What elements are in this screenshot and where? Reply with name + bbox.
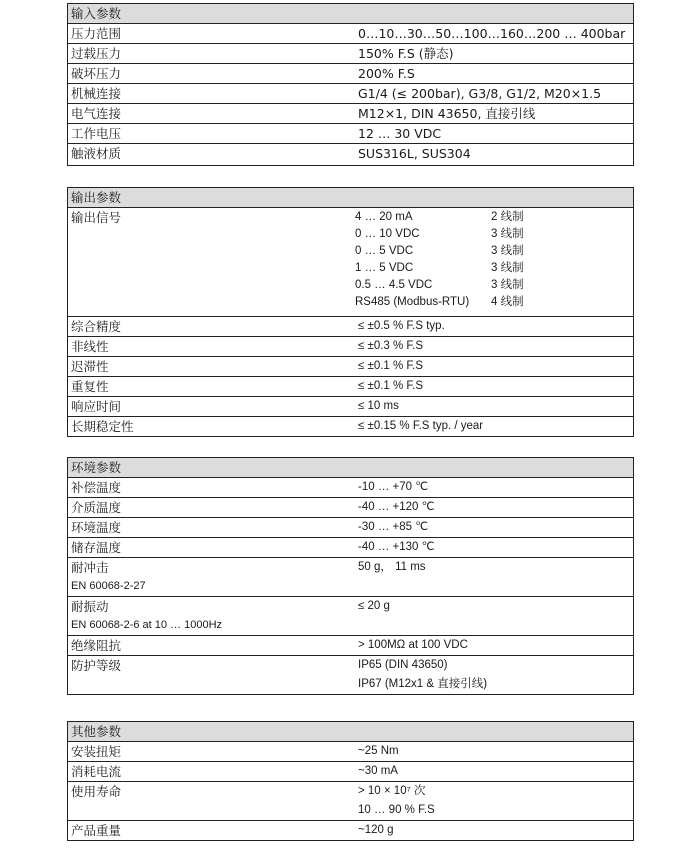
table-row [68,742,634,762]
table-row [68,317,634,337]
other-params-table [67,721,634,841]
param-label: 使用寿命 [71,784,122,799]
environment-params-table [67,457,634,695]
param-value: ~120 g [358,824,394,836]
param-value: ≤ ±0.5 % F.S typ. [358,320,445,332]
table-row [68,538,634,558]
param-label: 长期稳定性 [71,419,134,434]
param-value: -10 … +70 ℃ [358,481,429,493]
param-label: 机械连接 [71,86,122,101]
param-value: 50 g， 11 ms [358,561,426,573]
table-row [68,208,634,317]
list-item: 1 … 5 VDC 3 线制 [355,262,524,274]
param-value: ≤ ±0.1 % F.S [358,360,424,372]
section-title: 环境参数 [68,458,634,478]
param-label: 补偿温度 [71,480,122,495]
param-value: SUS316L, SUS304 [358,146,471,161]
list-item: 0 … 10 VDC 3 线制 [355,228,524,240]
param-value: > 100MΩ at 100 VDC [358,639,468,651]
section-title: 输出参数 [68,188,634,208]
table-row [68,124,634,144]
param-label: 压力范围 [71,26,122,41]
param-label: 耐冲击 [71,560,109,575]
param-label: 破坏压力 [71,66,122,81]
input-params-table [67,3,634,166]
param-label: 综合精度 [71,319,122,334]
table-row [68,84,634,104]
param-label: 安装扭矩 [71,744,122,759]
table-header-row [68,458,634,478]
param-value: ~25 Nm [358,745,399,757]
table-row [68,656,634,695]
table-row [68,377,634,397]
table-row [68,104,634,124]
param-label: 绝缘阻抗 [71,638,122,653]
param-value: ≤ 20 g [358,600,390,612]
param-label: 介质温度 [71,500,122,515]
table-row [68,144,634,166]
param-value: ≤ ±0.1 % F.S [358,380,424,392]
param-value: 200% F.S [358,66,415,81]
list-item: 0.5 … 4.5 VDC 3 线制 [355,279,524,291]
param-label: 消耗电流 [71,764,122,779]
table-row [68,44,634,64]
param-label: 输出信号 [71,210,122,225]
param-value: IP65 (DIN 43650) [358,659,448,671]
param-label: 耐振动 [71,599,109,614]
param-value: 0…10…30…50…100…160…200 … 400bar [358,26,626,41]
table-row [68,337,634,357]
table-header-row [68,4,634,24]
table-row [68,597,634,636]
table-row [68,518,634,538]
list-item: 4 … 20 mA 2 线制 [355,211,524,223]
param-value: 12 … 30 VDC [358,126,442,141]
param-value: -40 … +130 ℃ [358,541,435,553]
table-row [68,24,634,44]
param-label: 迟滞性 [71,359,109,374]
param-value: ≤ ±0.15 % F.S typ. / year [358,420,484,432]
param-value: ~30 mA [358,765,398,777]
param-value: M12×1, DIN 43650, 直接引线 [358,106,536,121]
param-value-2: IP67 (M12x1 & 直接引线) [358,678,488,690]
param-value: 150% F.S (静态) [358,46,454,61]
param-label: 储存温度 [71,540,122,555]
param-label: 工作电压 [71,126,122,141]
table-row [68,478,634,498]
param-label: 响应时间 [71,399,122,414]
param-standard: EN 60068-2-27 [71,580,146,592]
output-signal-list [355,209,524,311]
param-value-2: 10 … 90 % F.S [358,804,435,816]
param-label: 电气连接 [71,106,122,121]
table-header-row [68,188,634,208]
table-row [68,636,634,656]
table-row [68,762,634,782]
table-row [68,417,634,437]
output-params-table [67,187,634,437]
section-title: 其他参数 [68,722,634,742]
table-header-row [68,722,634,742]
param-label: 环境温度 [71,520,122,535]
param-label: 重复性 [71,379,109,394]
param-value: > 10 × 10⁷ 次 [358,785,426,797]
param-standard: EN 60068-2-6 at 10 … 1000Hz [71,619,223,631]
param-value: ≤ 10 ms [358,400,399,412]
param-label: 过载压力 [71,46,122,61]
param-label: 防护等级 [71,658,122,673]
param-label: 非线性 [71,339,109,354]
table-row [68,498,634,518]
table-row [68,558,634,597]
param-label: 触液材质 [71,146,122,161]
table-row [68,64,634,84]
param-value: -40 … +120 ℃ [358,501,435,513]
table-row [68,782,634,821]
table-row [68,397,634,417]
param-value: -30 … +85 ℃ [358,521,429,533]
table-row [68,357,634,377]
param-value: G1/4 (≤ 200bar), G3/8, G1/2, M20×1.5 [358,86,602,101]
param-value: ≤ ±0.3 % F.S [358,340,424,352]
list-item: 0 … 5 VDC 3 线制 [355,245,524,257]
section-title: 输入参数 [68,4,634,24]
param-label: 产品重量 [71,823,122,838]
table-row [68,821,634,841]
list-item: RS485 (Modbus-RTU) 4 线制 [355,296,524,308]
